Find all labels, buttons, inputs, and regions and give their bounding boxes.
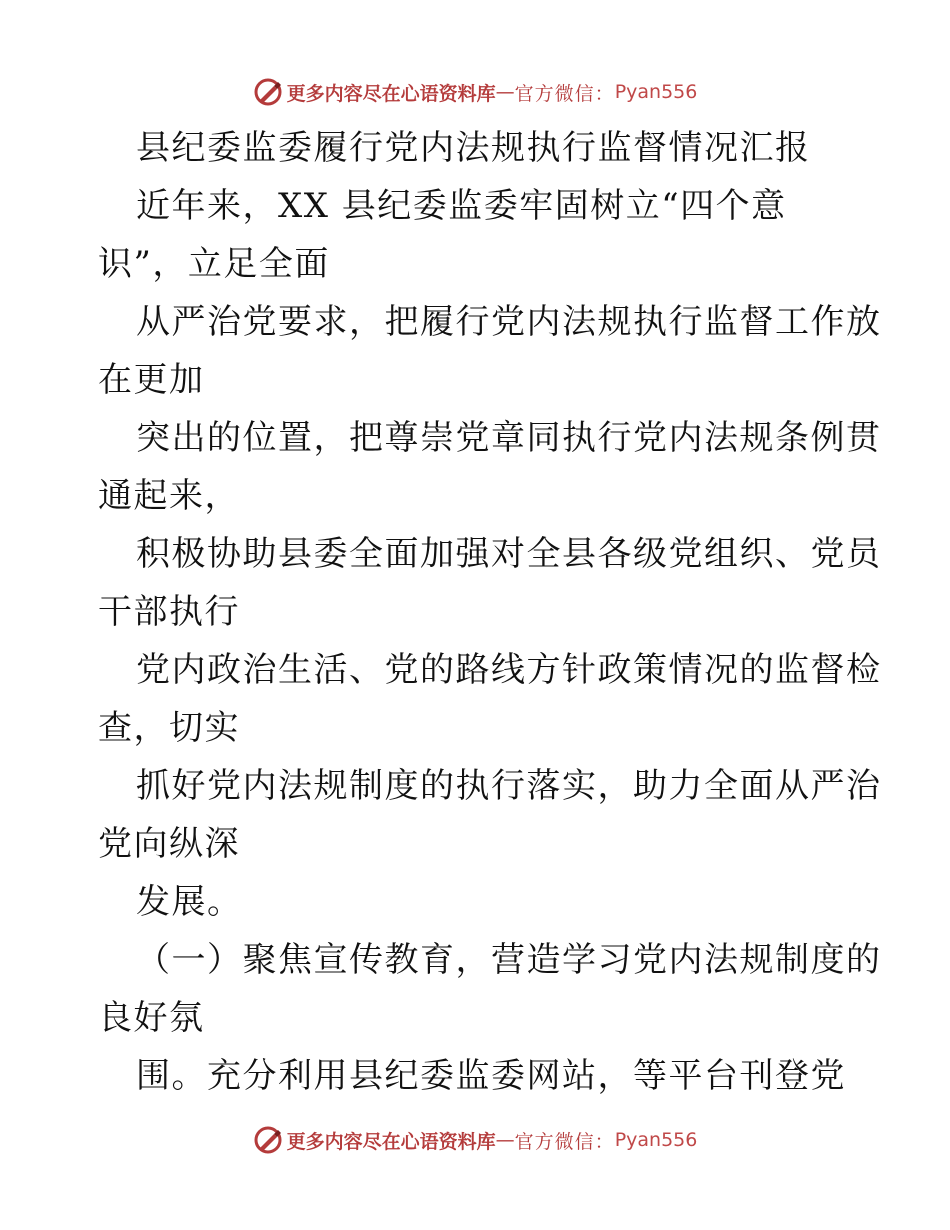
document-body	[0, 120, 950, 1110]
watermark-separator: —	[495, 1129, 515, 1151]
watermark-header	[0, 72, 950, 112]
doc-line: 积极协助县委全面加强对全县各级党组织、党员	[136, 534, 882, 574]
doc-line: 从严治党要求，把履行党内法规执行监督工作放	[136, 302, 882, 342]
doc-line: 通起来，	[98, 476, 240, 516]
pen-logo-icon	[253, 1125, 283, 1155]
watermark-footer	[0, 1120, 950, 1160]
watermark-text: 更多内容尽在心语资料库	[286, 1130, 496, 1153]
watermark-id: Pyan556	[614, 1129, 698, 1151]
watermark-text: 更多内容尽在心语资料库	[286, 82, 496, 105]
doc-line: 围。充分利用县纪委监委网站，等平台刊登党	[136, 1056, 846, 1096]
doc-line: （一）聚焦宣传教育，营造学习党内法规制度的	[136, 940, 882, 980]
watermark-label: 官方微信：	[514, 82, 615, 105]
doc-line: 良好氛	[98, 998, 205, 1038]
doc-line: 近年来，XX 县纪委监委牢固树立“四个意	[136, 186, 787, 226]
pen-logo-icon	[253, 77, 283, 107]
doc-title: 县纪委监委履行党内法规执行监督情况汇报	[136, 128, 811, 168]
doc-line: 干部执行	[98, 592, 240, 632]
watermark-separator: —	[495, 81, 515, 103]
doc-line: 党向纵深	[98, 824, 240, 864]
doc-line: 在更加	[98, 360, 205, 400]
doc-line: 党内政治生活、党的路线方针政策情况的监督检	[136, 650, 882, 690]
doc-line: 突出的位置，把尊崇党章同执行党内法规条例贯	[136, 418, 882, 458]
watermark-id: Pyan556	[614, 81, 698, 103]
watermark-label: 官方微信：	[514, 1130, 615, 1153]
doc-line: 抓好党内法规制度的执行落实，助力全面从严治	[136, 766, 882, 806]
doc-line: 发展。	[136, 882, 243, 922]
doc-line: 查，切实	[98, 708, 240, 748]
doc-line: 识”，立足全面	[98, 244, 330, 284]
